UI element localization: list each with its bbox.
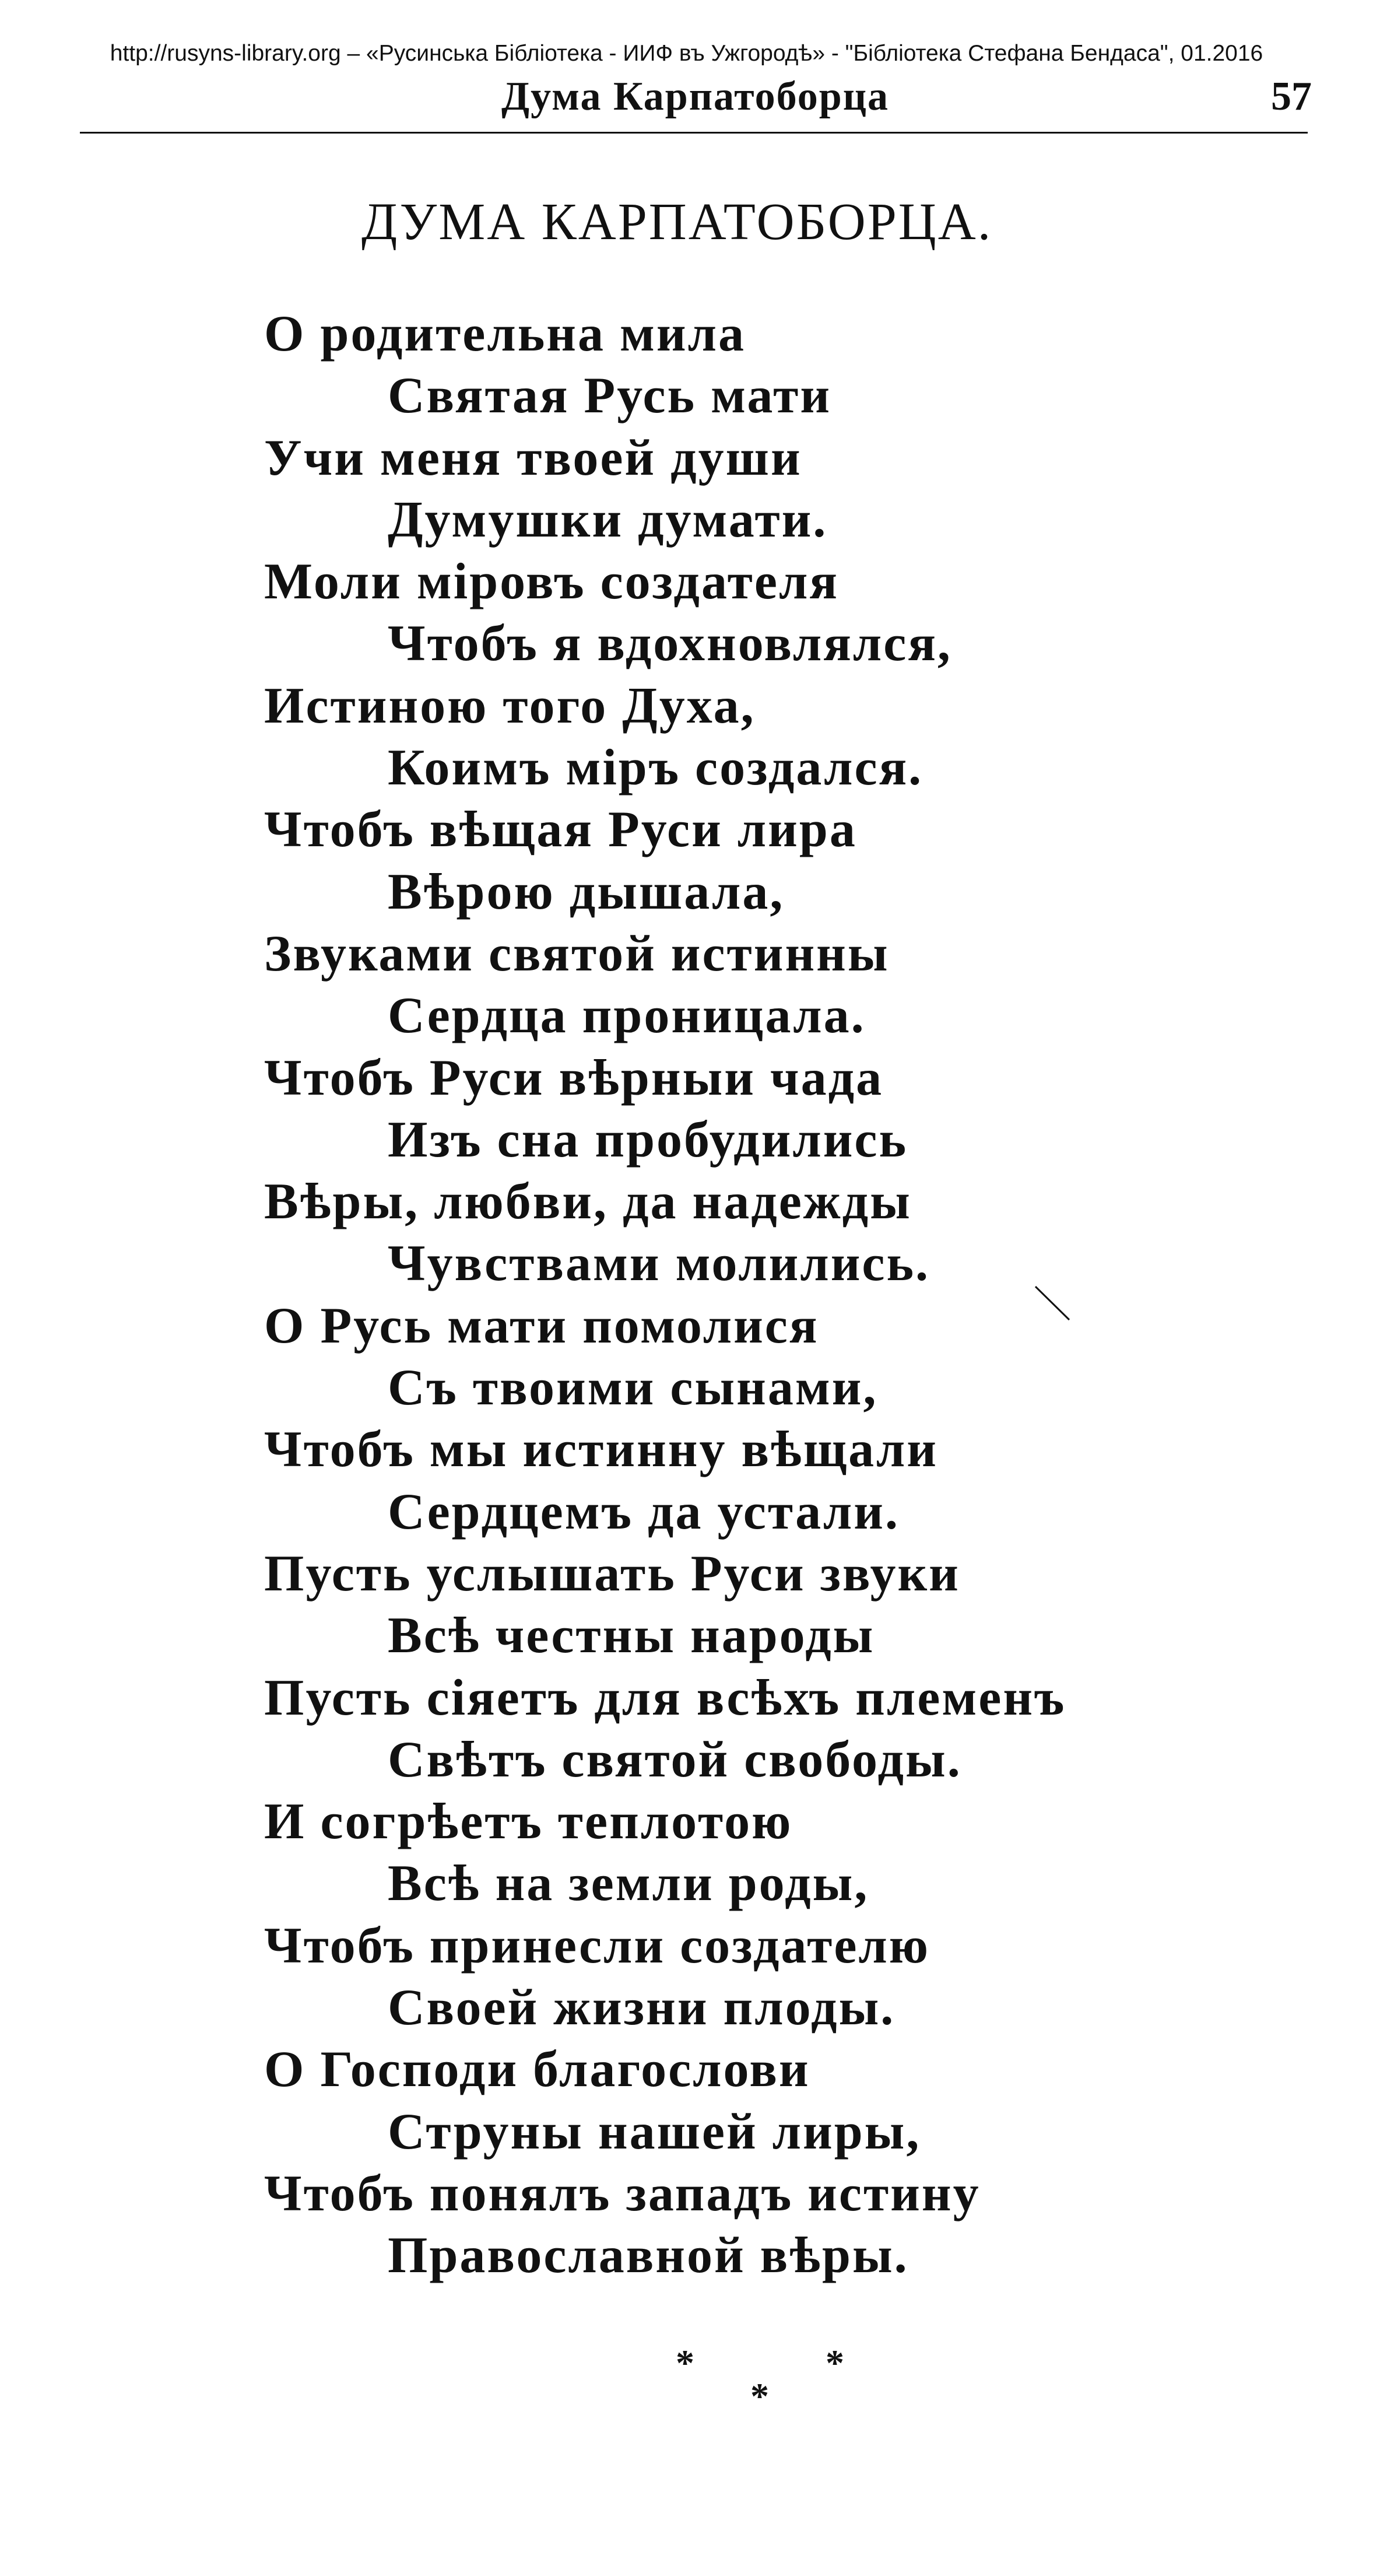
poem-line: Чтобъ я вдохновлялся, <box>388 615 952 672</box>
poem-line: Сердцемъ да устали. <box>388 1483 900 1540</box>
poem-line: Звуками святой истинны <box>264 925 890 982</box>
poem-line: Учи меня твоей души <box>264 429 802 486</box>
poem-line: Всѣ честны народы <box>388 1607 875 1664</box>
poem-line: И согрѣетъ теплотою <box>264 1793 793 1850</box>
poem-line: Вѣрою дышала, <box>388 863 785 920</box>
poem-line: Чувствами молились. <box>388 1235 930 1292</box>
poem-line: О родительна мила <box>264 306 746 362</box>
poem-line: Всѣ на земли роды, <box>388 1855 869 1912</box>
poem-line: Чтобъ мы истинну вѣщали <box>264 1421 938 1478</box>
poem-line: Чтобъ вѣщая Руси лира <box>264 801 857 858</box>
poem-line: Коимъ міръ создался. <box>388 739 923 797</box>
poem-line: Православной вѣры. <box>388 2227 909 2284</box>
poem-title: ДУМА КАРПАТОБОРЦА. <box>361 193 993 251</box>
poem-line: Изъ сна пробудились <box>388 1111 908 1168</box>
scan-mark <box>1032 1283 1074 1325</box>
poem-line: Съ твоими сынами, <box>388 1359 878 1417</box>
page-number: 57 <box>1271 74 1312 119</box>
poem-line: Истиною того Духа, <box>264 677 756 734</box>
poem-line: Святая Русь мати <box>388 367 832 425</box>
poem-line: Пусть услышать Руси звуки <box>264 1545 960 1602</box>
poem-body <box>264 303 1066 2287</box>
separator-star: * <box>676 2342 694 2384</box>
poem-line: Пусть сіяетъ для всѣхъ племенъ <box>264 1669 1066 1726</box>
poem-line: О Русь мати помолися <box>264 1297 819 1354</box>
poem-line: О Господи благослови <box>264 2041 810 2098</box>
poem-line: Вѣры, любви, да надежды <box>264 1173 912 1231</box>
poem-line: Своей жизни плоды. <box>388 1979 896 2037</box>
poem-line: Струны нашей лиры, <box>388 2103 921 2160</box>
poem-line: Чтобъ понялъ западъ истину <box>264 2165 981 2222</box>
separator-star: * <box>826 2342 844 2384</box>
poem-line: Чтобъ принесли создателю <box>264 1917 930 1974</box>
poem-line: Сердца проницала. <box>388 987 866 1045</box>
separator-star: * <box>750 2375 769 2417</box>
poem-line: Свѣтъ святой свободы. <box>388 1731 962 1788</box>
poem-line: Моли міровъ создателя <box>264 553 839 611</box>
poem-line: Чтобъ Руси вѣрныи чада <box>264 1049 884 1106</box>
header-rule <box>80 132 1308 134</box>
source-banner: http://rusyns-library.org – «Русинська Бібліотека - ИИФ въ Ужгородѣ» - "Бібліотека Стефана Бендаса", 01.2016 <box>110 41 1263 66</box>
poem-line: Думушки думати. <box>388 491 828 548</box>
running-head-title: Дума Карпатоборца <box>501 74 890 119</box>
